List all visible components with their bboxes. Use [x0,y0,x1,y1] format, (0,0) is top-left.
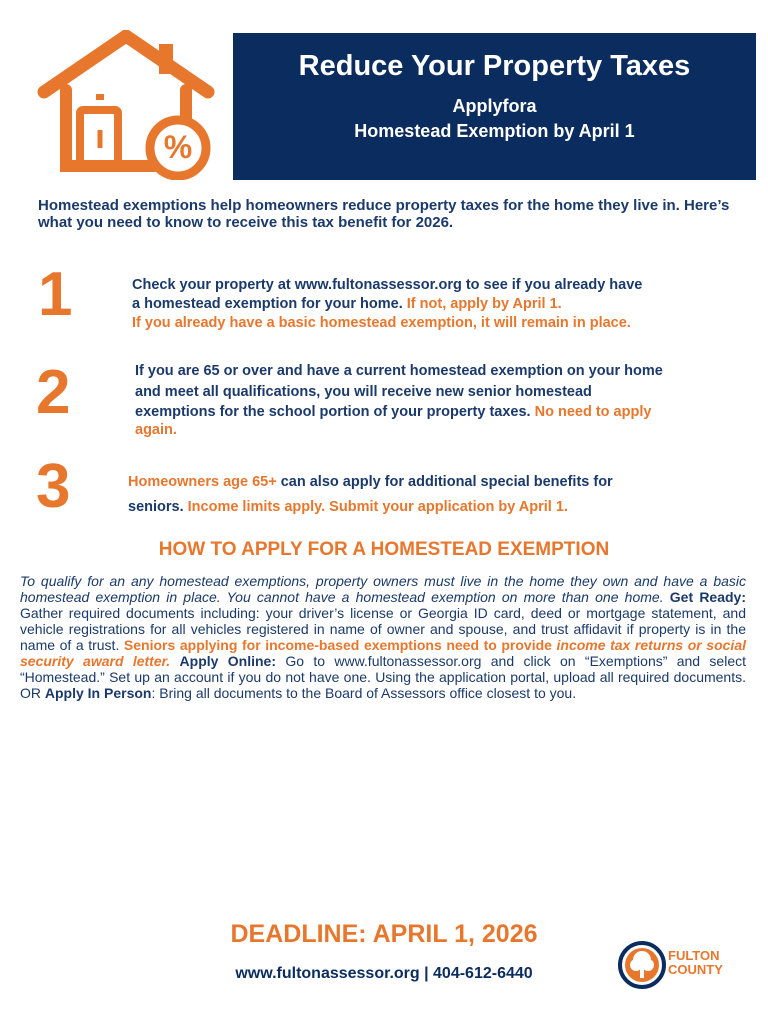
step-3-line2-b: Income limits apply. Submit your application by April 1. [183,499,568,515]
step-2-line2: and meet all qualifications, you will receive new senior homestead [135,384,592,400]
seniors-text: Seniors applying for income-based exemptions need to provide [123,637,552,653]
step-2-line3-a: exemptions for the school portion of your property taxes. [135,404,531,420]
step-3-line1-a: Homeowners age 65+ [128,474,277,490]
step-1-line2-b: If not, apply by April 1. [402,296,562,312]
step-1-line2 [132,295,732,314]
apply-in-person-label: Apply In Person [44,685,152,701]
get-ready-label: Get Ready: [669,589,747,605]
step-2-number: 2 [36,358,71,427]
subtitle-line2: Homestead Exemption by April 1 [354,121,635,141]
step-2-line4: again. [135,422,177,438]
logo-line2: COUNTY [668,962,723,977]
apply-in-person-text: : Bring all documents to the Board of Assessors office closest to you. [151,685,577,701]
fulton-county-tree-seal-icon [617,940,667,990]
logo-line1: FULTON [668,948,720,963]
how-to-apply-paragraph [20,573,746,701]
step-3-number: 3 [36,452,71,521]
house-percent-icon [36,30,216,180]
get-ready-text: Gather required documents including: your driver’s license or Georgia ID card, deed or mortgage statement, and vehicle registrations for all vehicles registered in name of owner and spouse, and trust affidavit if property is in the name of a trust. [20,605,746,653]
step-3-text [128,470,743,520]
contact-info: www.fultonassessor.org | 404-612-6440 [235,965,533,982]
qualify-text: To qualify for an any homestead exemptions, property owners must live in the home they own and have a basic homestead exemption in place. You cannot have a homestead exemption on more than one home. [20,573,746,605]
step-2-text [135,361,745,439]
svg-text:%: % [163,129,193,165]
subtitle-line1: Applyfora [452,96,537,116]
apply-online-label: Apply Online: [179,653,276,669]
page-title: Reduce Your Property Taxes [298,50,691,82]
how-to-apply-heading: HOW TO APPLY FOR A HOMESTEAD EXEMPTION [158,539,610,560]
step-1-number: 1 [38,260,73,329]
title-banner [233,33,756,180]
step-3-line1-b: can also apply for additional special benefits for [276,474,613,490]
step-1-line1: Check your property at www.fultonassessor.org to see if you already have [132,277,643,293]
step-3-line1 [128,470,743,495]
step-2-line3-b: No need to apply [530,404,652,420]
step-1-text [132,276,732,333]
seniors-docs-text: income tax returns or social security award letter. [20,637,746,669]
step-2-line1: If you are 65 or over and have a current homestead exemption on your home [135,363,663,379]
fulton-county-logo-text [668,949,723,977]
intro-paragraph: Homestead exemptions help homeowners reduce property taxes for the home they live in. Here’s what you need to know to receive this tax benefit for 2026. [38,197,730,231]
apply-online-text: Go to www.fultonassessor.org and click on “Exemptions” and select “Homestead.” Set up an account if you do not have one. Using the application portal, upload all required documents. OR [20,653,746,701]
deadline-text: DEADLINE: APRIL 1, 2026 [230,920,538,948]
step-3-line2 [128,495,743,520]
step-2-line3 [135,403,745,422]
step-1-line3: If you already have a basic homestead exemption, it will remain in place. [132,315,631,331]
step-3-line2-a: seniors. [128,499,184,515]
step-1-line2-a: a homestead exemption for your home. [132,296,403,312]
